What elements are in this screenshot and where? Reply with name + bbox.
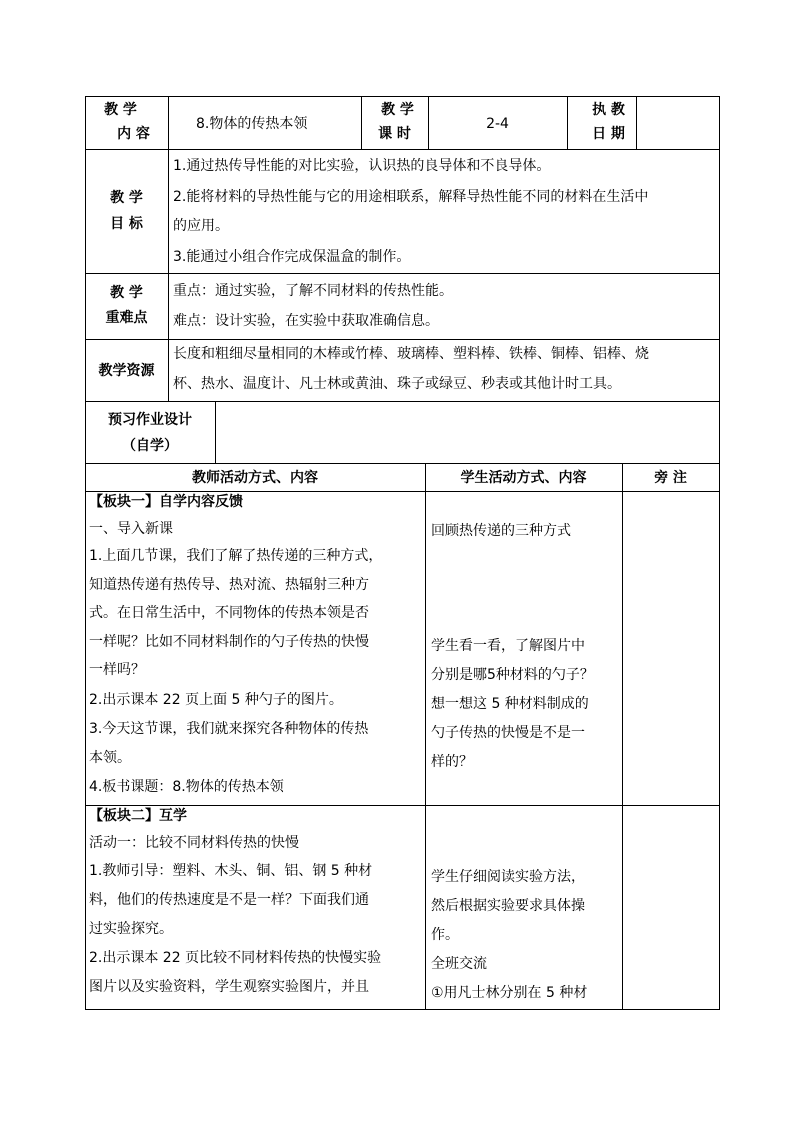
block2-line: 1.教师引导：塑料、木头、铜、铝、钢 5 种材 bbox=[89, 863, 373, 879]
key-point-line: 难点：设计实验，在实验中获取准确信息。 bbox=[173, 313, 439, 329]
preview-label: 预习作业设计 （自学） bbox=[108, 412, 192, 454]
resources-label: 教学资源 bbox=[98, 363, 155, 379]
block1-line: 一样吗？ bbox=[89, 662, 145, 678]
rule bbox=[168, 96, 169, 402]
block1-line: 知道热传递有热传导、热对流、热辐射三种方 bbox=[89, 577, 369, 593]
block2-line: 过实验探究。 bbox=[89, 921, 173, 937]
rule bbox=[85, 805, 720, 806]
block2-student-line: 然后根据实验要求具体操 bbox=[431, 898, 585, 914]
objectives-label: 教 学 目 标 bbox=[110, 190, 143, 232]
block2-student-line: 学生仔细阅读实验方法， bbox=[431, 869, 585, 885]
rule bbox=[85, 339, 720, 340]
rule bbox=[636, 96, 637, 150]
block1-line: 3.今天这节课，我们就来探究各种物体的传热 bbox=[89, 721, 369, 737]
block2-line: 活动一：比较不同材料传热的快慢 bbox=[89, 835, 299, 851]
objective-line: 1.通过热传导性能的对比实验，认识热的良导体和不良导体。 bbox=[173, 158, 551, 174]
rule bbox=[85, 1009, 720, 1010]
objective-line: 3.能通过小组合作完成保温盒的制作。 bbox=[173, 249, 411, 265]
block1-student-line: 想一想这 5 种材料制成的 bbox=[431, 696, 589, 712]
notes-column-header: 旁 注 bbox=[654, 470, 687, 486]
objective-line: 2.能将材料的导热性能与它的用途相联系，解释导热性能不同的材料在生活中 bbox=[173, 189, 649, 205]
objective-line: 的应用。 bbox=[173, 218, 229, 234]
block2-line: 图片以及实验资料，学生观察实验图片，并且 bbox=[89, 979, 369, 995]
date-label: 执 教 日 期 bbox=[592, 102, 625, 142]
block1-line: 本领。 bbox=[89, 750, 131, 766]
rule bbox=[85, 96, 86, 1010]
block1-student-line: 样的？ bbox=[431, 754, 473, 770]
resources-line: 杯、热水、温度计、凡士林或黄油、珠子或绿豆、秒表或其他计时工具。 bbox=[173, 376, 621, 392]
rule bbox=[425, 463, 426, 1010]
student-column-header: 学生活动方式、内容 bbox=[460, 470, 587, 486]
resources-line: 长度和粗细尽量相同的木棒或竹棒、玻璃棒、塑料棒、铁棒、铜棒、铝棒、烧 bbox=[173, 346, 649, 362]
block1-line: 1.上面几节课，我们了解了热传递的三种方式， bbox=[89, 548, 383, 564]
block1-student-line: 勺子传热的快慢是不是一 bbox=[431, 725, 585, 741]
block1-line: 2.出示课本 22 页上面 5 种勺子的图片。 bbox=[89, 692, 343, 708]
rule bbox=[85, 96, 720, 97]
teacher-column-header: 教师活动方式、内容 bbox=[192, 470, 318, 486]
block1-heading: 【板块一】自学内容反馈 bbox=[89, 494, 243, 510]
block1-line: 式。在日常生活中，不同物体的传热本领是否 bbox=[89, 605, 369, 621]
rule bbox=[719, 96, 720, 1010]
rule bbox=[85, 401, 720, 402]
block1-line: 一样呢？比如不同材料制作的勺子传热的快慢 bbox=[89, 634, 369, 650]
block1-student-line: 学生看一看，了解图片中 bbox=[431, 638, 585, 654]
key-points-label: 教 学 重难点 bbox=[105, 285, 148, 326]
key-point-line: 重点：通过实验，了解不同材料的传热性能。 bbox=[173, 283, 453, 299]
block2-student-line: 全班交流 bbox=[431, 956, 487, 972]
block1-line: 一、导入新课 bbox=[89, 521, 173, 537]
block1-student-line: 回顾热传递的三种方式 bbox=[431, 523, 571, 539]
block1-line: 4.板书课题：8.物体的传热本领 bbox=[89, 779, 284, 795]
block2-line: 2.出示课本 22 页比较不同材料传热的快慢实验 bbox=[89, 950, 382, 966]
block2-line: 料，他们的传热速度是不是一样？下面我们通 bbox=[89, 892, 369, 908]
hours-label: 教 学 课 时 bbox=[378, 102, 414, 142]
rule bbox=[85, 491, 720, 492]
lesson-hours: 2-4 bbox=[486, 116, 509, 132]
block2-student-line: ①用凡士林分别在 5 种材 bbox=[431, 985, 588, 1001]
rule bbox=[215, 401, 216, 464]
rule bbox=[622, 463, 623, 1010]
block2-heading: 【板块二】互学 bbox=[89, 808, 187, 824]
rule bbox=[85, 149, 720, 150]
rule bbox=[85, 463, 720, 464]
content-label: 教 学 内 容 bbox=[104, 102, 150, 142]
lesson-title: 8.物体的传热本领 bbox=[196, 116, 308, 132]
block1-student-line: 分别是哪5种材料的勺子？ bbox=[431, 667, 594, 683]
block2-student-line: 作。 bbox=[431, 927, 459, 943]
rule bbox=[85, 273, 720, 274]
